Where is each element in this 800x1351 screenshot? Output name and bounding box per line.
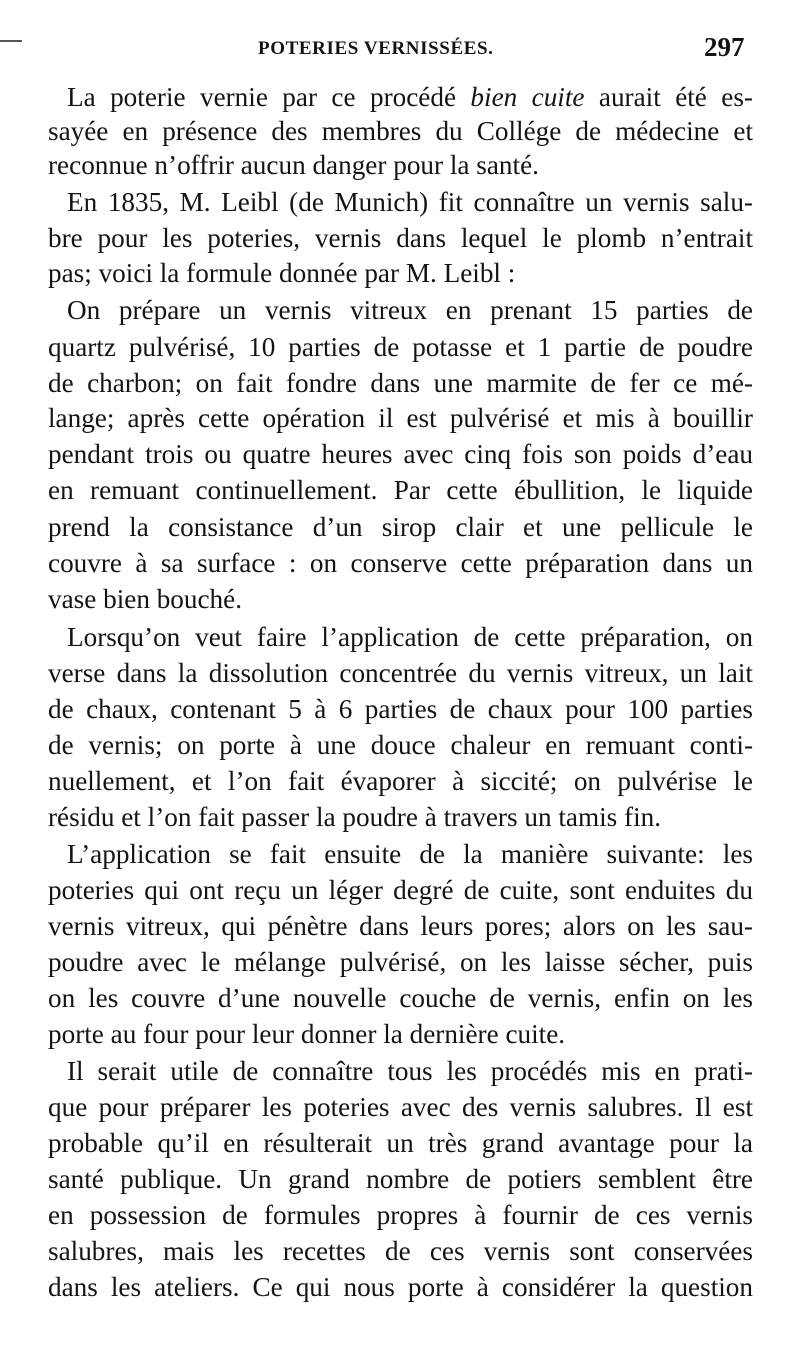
running-head [0, 30, 800, 70]
text-line: lange; après cette opération il est pulvérisé et mis à bouillir [48, 403, 753, 433]
text-line: pendant trois ou quatre heures avec cinq fois son poids d’eau [48, 439, 753, 469]
text-line: couvre à sa surface : on conserve cette préparation dans un [48, 548, 753, 578]
text-line: quartz pulvérisé, 10 parties de potasse et 1 partie de poudre [48, 332, 753, 362]
text-line: prend la consistance d’un sirop clair et une pellicule le [48, 512, 753, 542]
text-line: probable qu’il en résulterait un très grand avantage pour la [48, 1128, 753, 1158]
text-line: salubres, mais les recettes de ces vernis sont conservées [48, 1236, 753, 1266]
text-line: verse dans la dissolution concentrée du vernis vitreux, un lait [48, 658, 753, 688]
text-line: L’application se fait ensuite de la manière suivante: les [67, 839, 753, 869]
text-line: de vernis; on porte à une douce chaleur en remuant conti- [48, 730, 753, 760]
text-line: dans les ateliers. Ce qui nous porte à considérer la question [48, 1272, 753, 1302]
text-line: en possession de formules propres à fournir de ces vernis [48, 1200, 753, 1230]
text-line: reconnue n’offrir aucun danger pour la santé. [48, 150, 539, 180]
text-line: bre pour les poteries, vernis dans lequel le plomb n’entrait [48, 223, 753, 253]
page-number: 297 [704, 32, 745, 62]
text-line: de charbon; on fait fondre dans une marmite de fer ce mé- [48, 368, 753, 398]
text-line: nuellement, et l’on fait évaporer à siccité; on pulvérise le [48, 766, 753, 796]
running-title: POTERIES VERNISSÉES. [258, 38, 494, 59]
text-line: On prépare un vernis vitreux en prenant 15 parties de [67, 295, 753, 325]
text-line: En 1835, M. Leibl (de Munich) fit connaître un vernis salu- [67, 187, 753, 217]
text-line: Lorsqu’on veut faire l’application de cette préparation, on [67, 622, 753, 652]
text-line: résidu et l’on fait passer la poudre à travers un tamis fin. [48, 802, 662, 832]
text-line: vase bien bouché. [48, 584, 243, 614]
text-line: en remuant continuellement. Par cette ébullition, le liquide [48, 475, 753, 505]
text-line: poteries qui ont reçu un léger degré de cuite, sont enduites du [48, 875, 753, 905]
text-line: poudre avec le mélange pulvérisé, on les laisse sécher, puis [48, 947, 753, 977]
text-line: vernis vitreux, qui pénètre dans leurs pores; alors on les sau- [48, 911, 753, 941]
text-line: on les couvre d’une nouvelle couche de vernis, enfin on les [48, 983, 753, 1013]
text-line: de chaux, contenant 5 à 6 parties de chaux pour 100 parties [48, 694, 753, 724]
text-line: Il serait utile de connaître tous les procédés mis en prati- [67, 1056, 753, 1086]
text-line: pas; voici la formule donnée par M. Leibl : [48, 258, 516, 288]
text-line: que pour préparer les poteries avec des vernis salubres. Il est [48, 1092, 753, 1122]
text-line: santé publique. Un grand nombre de potiers semblent être [48, 1164, 753, 1194]
italic-phrase: bien cuite [470, 82, 585, 112]
text-line: La poterie vernie par ce procédé bien cuite aurait été es- [67, 82, 753, 112]
text-line: porte au four pour leur donner la dernière cuite. [48, 1019, 566, 1049]
text-line: sayée en présence des membres du Collége de médecine et [48, 116, 753, 146]
